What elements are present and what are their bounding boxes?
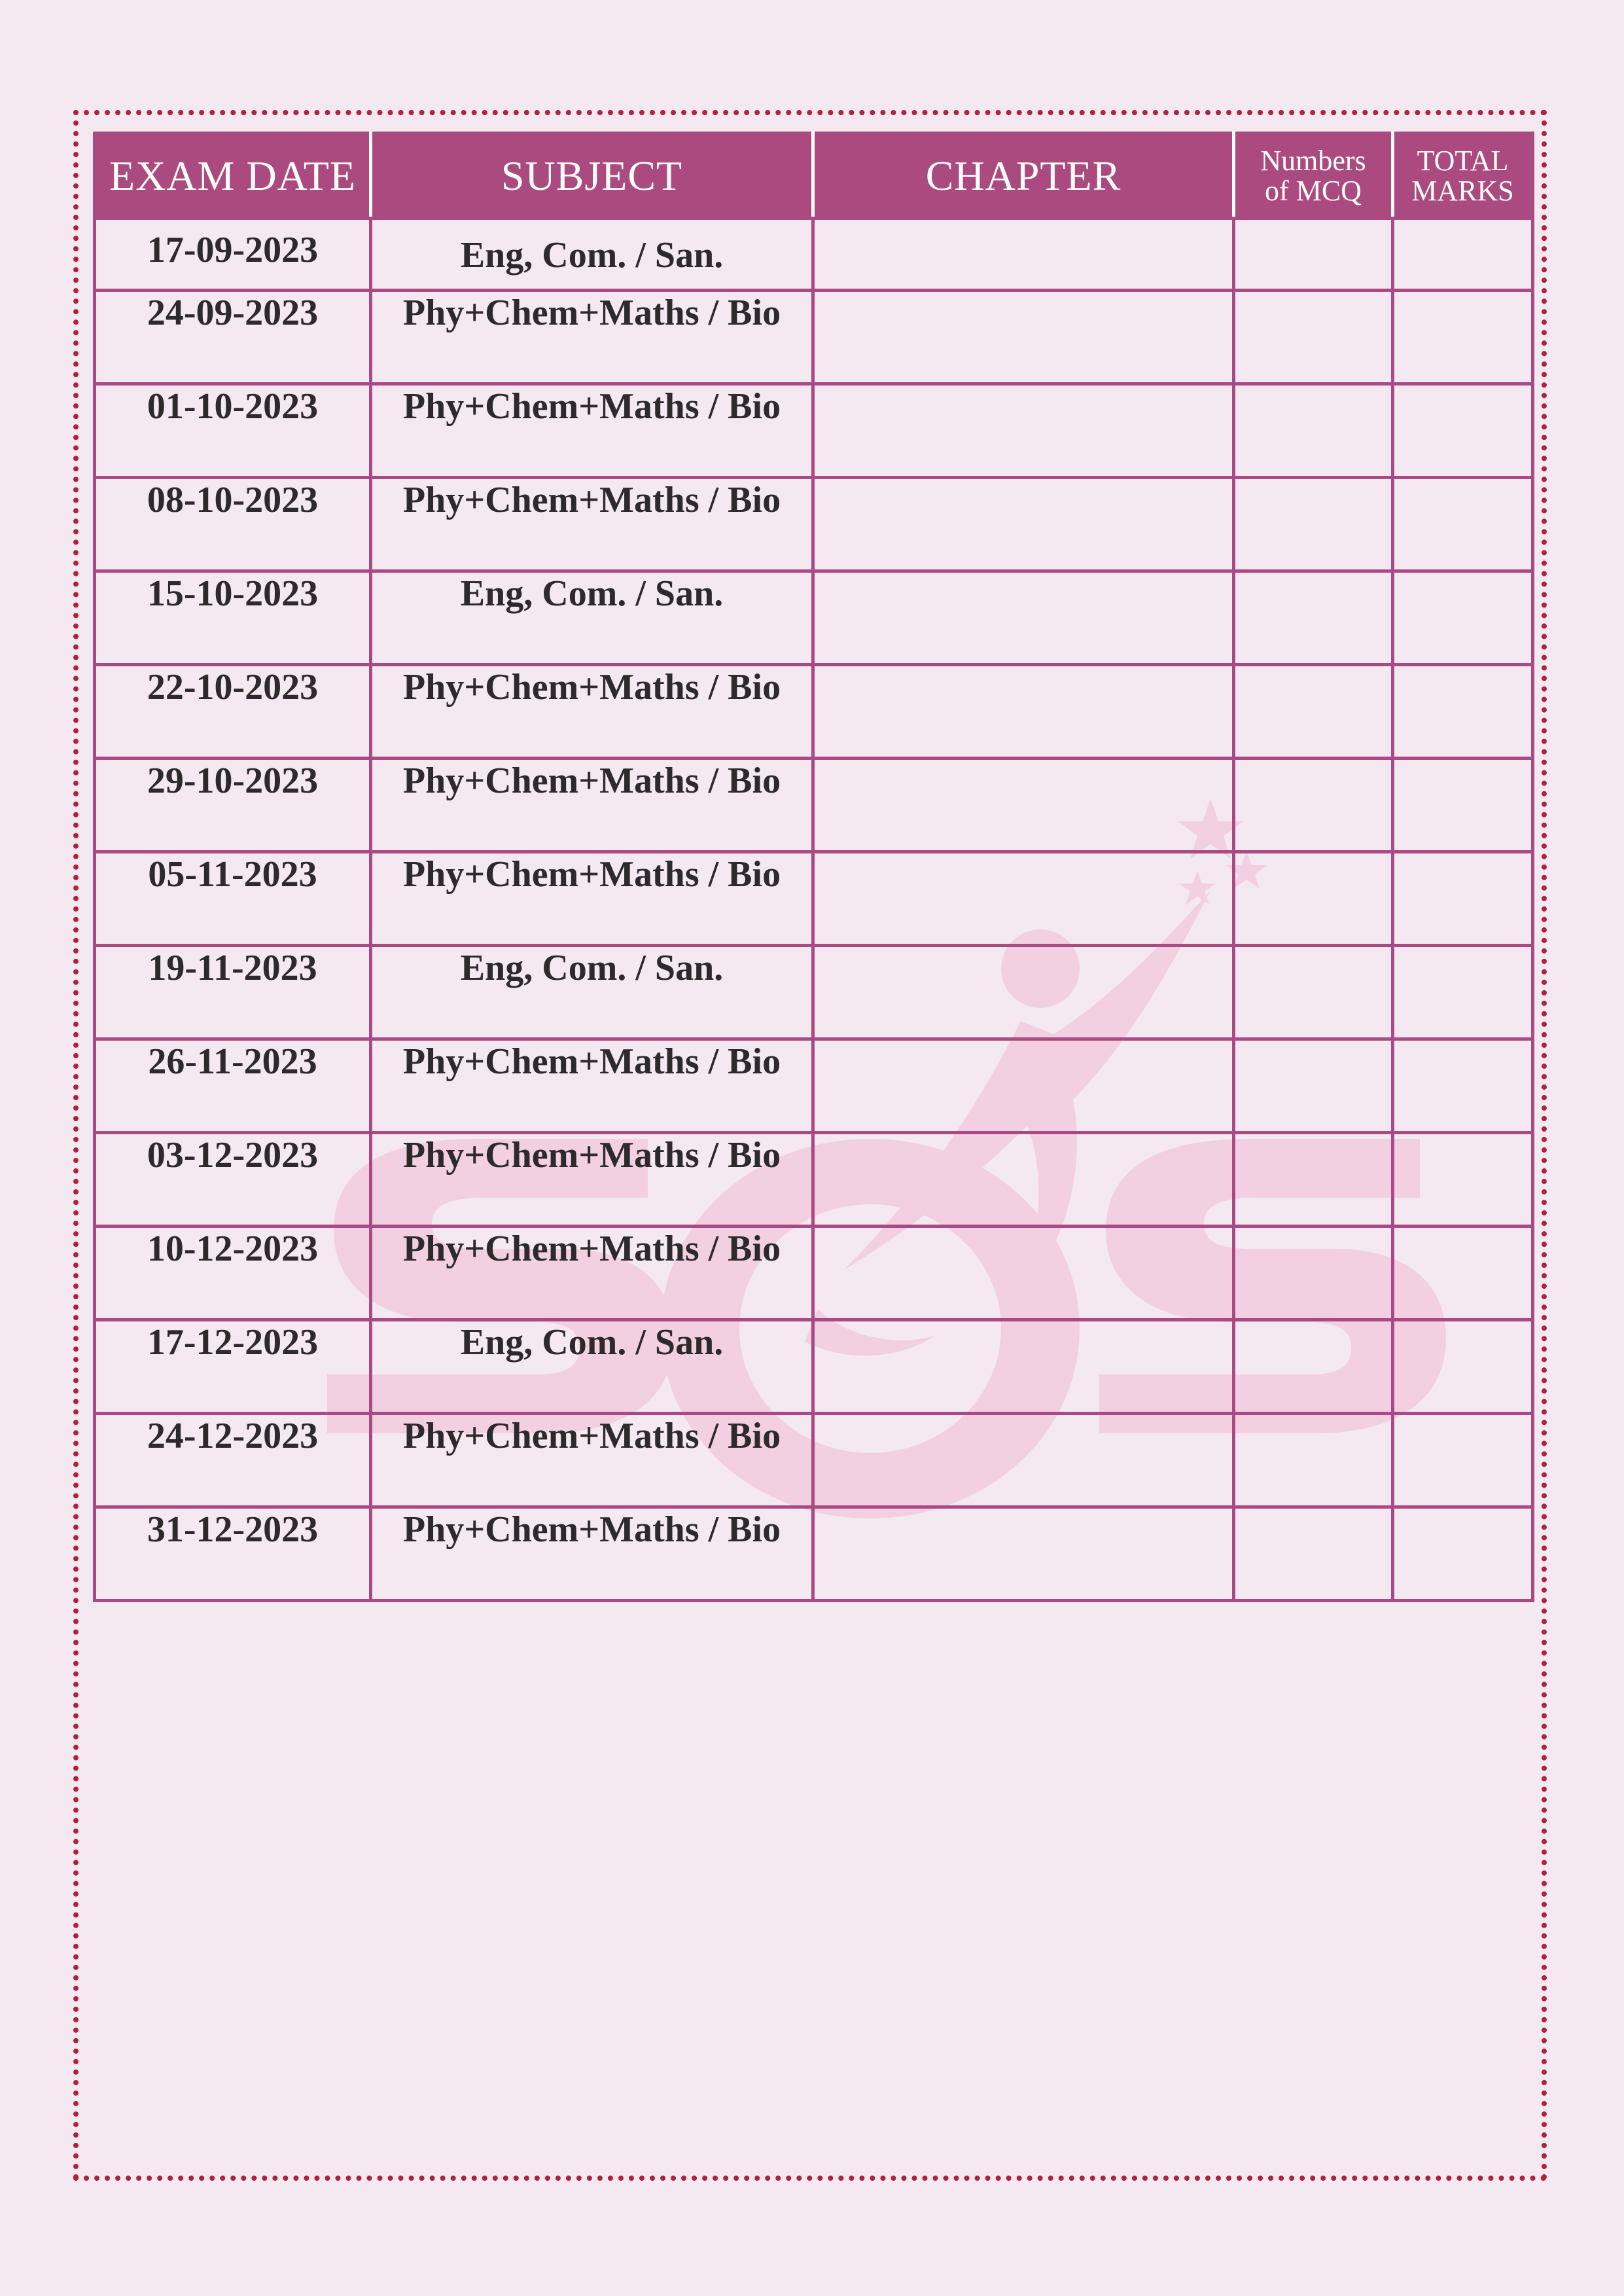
chapter-cell[interactable] <box>813 1414 1234 1507</box>
total-marks-cell[interactable] <box>1393 852 1533 946</box>
subject-cell: Phy+Chem+Maths / Bio <box>371 1227 813 1320</box>
mcq-count-cell[interactable] <box>1234 291 1393 384</box>
subject-cell: Phy+Chem+Maths / Bio <box>371 1039 813 1133</box>
table-row <box>95 219 1533 291</box>
total-marks-cell[interactable] <box>1393 1320 1533 1414</box>
table-row <box>95 1227 1533 1320</box>
subject-cell: Phy+Chem+Maths / Bio <box>371 852 813 946</box>
header-total-marks <box>1393 134 1533 219</box>
total-marks-cell[interactable] <box>1393 759 1533 852</box>
table-row <box>95 946 1533 1039</box>
total-marks-cell[interactable] <box>1393 1414 1533 1507</box>
exam-date-cell: 10-12-2023 <box>95 1227 371 1320</box>
exam-date-cell: 15-10-2023 <box>95 571 371 665</box>
table-row <box>95 759 1533 852</box>
chapter-cell[interactable] <box>813 1133 1234 1227</box>
chapter-cell[interactable] <box>813 384 1234 478</box>
mcq-count-cell[interactable] <box>1234 219 1393 291</box>
mcq-count-cell[interactable] <box>1234 946 1393 1039</box>
total-marks-cell[interactable] <box>1393 1227 1533 1320</box>
exam-date-cell: 17-09-2023 <box>95 219 371 291</box>
schedule-body <box>95 219 1533 1601</box>
chapter-cell[interactable] <box>813 665 1234 759</box>
mcq-count-cell[interactable] <box>1234 665 1393 759</box>
exam-date-cell: 24-12-2023 <box>95 1414 371 1507</box>
header-numbers-of-mcq-line1: Numbers <box>1260 144 1366 177</box>
exam-date-cell: 19-11-2023 <box>95 946 371 1039</box>
table-row <box>95 665 1533 759</box>
exam-date-cell: 22-10-2023 <box>95 665 371 759</box>
mcq-count-cell[interactable] <box>1234 1414 1393 1507</box>
exam-date-cell: 26-11-2023 <box>95 1039 371 1133</box>
total-marks-cell[interactable] <box>1393 665 1533 759</box>
mcq-count-cell[interactable] <box>1234 1133 1393 1227</box>
subject-cell: Eng, Com. / San. <box>371 219 813 291</box>
header-numbers-of-mcq-line2: of MCQ <box>1265 174 1362 207</box>
subject-cell: Eng, Com. / San. <box>371 571 813 665</box>
table-row <box>95 1414 1533 1507</box>
mcq-count-cell[interactable] <box>1234 1320 1393 1414</box>
exam-date-cell: 03-12-2023 <box>95 1133 371 1227</box>
table-row <box>95 1133 1533 1227</box>
total-marks-cell[interactable] <box>1393 946 1533 1039</box>
total-marks-cell[interactable] <box>1393 571 1533 665</box>
table-row <box>95 852 1533 946</box>
subject-cell: Eng, Com. / San. <box>371 1320 813 1414</box>
table-row <box>95 384 1533 478</box>
header-row <box>95 134 1533 219</box>
total-marks-cell[interactable] <box>1393 1133 1533 1227</box>
exam-date-cell: 05-11-2023 <box>95 852 371 946</box>
mcq-count-cell[interactable] <box>1234 759 1393 852</box>
header-numbers-of-mcq <box>1234 134 1393 219</box>
header-total-marks-line2: MARKS <box>1411 174 1514 207</box>
chapter-cell[interactable] <box>813 1507 1234 1601</box>
subject-cell: Phy+Chem+Maths / Bio <box>371 478 813 571</box>
exam-date-cell: 08-10-2023 <box>95 478 371 571</box>
total-marks-cell[interactable] <box>1393 1039 1533 1133</box>
mcq-count-cell[interactable] <box>1234 478 1393 571</box>
chapter-cell[interactable] <box>813 1039 1234 1133</box>
total-marks-cell[interactable] <box>1393 219 1533 291</box>
exam-date-cell: 29-10-2023 <box>95 759 371 852</box>
exam-date-cell: 17-12-2023 <box>95 1320 371 1414</box>
subject-cell: Eng, Com. / San. <box>371 946 813 1039</box>
mcq-count-cell[interactable] <box>1234 384 1393 478</box>
chapter-cell[interactable] <box>813 478 1234 571</box>
table-row <box>95 291 1533 384</box>
chapter-cell[interactable] <box>813 291 1234 384</box>
chapter-cell[interactable] <box>813 759 1234 852</box>
exam-date-cell: 24-09-2023 <box>95 291 371 384</box>
total-marks-cell[interactable] <box>1393 291 1533 384</box>
mcq-count-cell[interactable] <box>1234 1227 1393 1320</box>
exam-date-cell: 01-10-2023 <box>95 384 371 478</box>
mcq-count-cell[interactable] <box>1234 571 1393 665</box>
header-total-marks-line1: TOTAL <box>1417 144 1509 177</box>
total-marks-cell[interactable] <box>1393 384 1533 478</box>
chapter-cell[interactable] <box>813 219 1234 291</box>
chapter-cell[interactable] <box>813 571 1234 665</box>
subject-cell: Phy+Chem+Maths / Bio <box>371 1507 813 1601</box>
table-row <box>95 571 1533 665</box>
exam-date-cell: 31-12-2023 <box>95 1507 371 1601</box>
subject-cell: Phy+Chem+Maths / Bio <box>371 759 813 852</box>
table-row <box>95 1320 1533 1414</box>
subject-cell: Phy+Chem+Maths / Bio <box>371 665 813 759</box>
chapter-cell[interactable] <box>813 852 1234 946</box>
subject-cell: Phy+Chem+Maths / Bio <box>371 1133 813 1227</box>
table-row <box>95 1039 1533 1133</box>
header-chapter: CHAPTER <box>813 134 1234 219</box>
subject-cell: Phy+Chem+Maths / Bio <box>371 1414 813 1507</box>
mcq-count-cell[interactable] <box>1234 1507 1393 1601</box>
exam-schedule-table <box>93 132 1534 1602</box>
subject-cell: Phy+Chem+Maths / Bio <box>371 291 813 384</box>
subject-cell: Phy+Chem+Maths / Bio <box>371 384 813 478</box>
total-marks-cell[interactable] <box>1393 1507 1533 1601</box>
total-marks-cell[interactable] <box>1393 478 1533 571</box>
table-row <box>95 1507 1533 1601</box>
table-row <box>95 478 1533 571</box>
chapter-cell[interactable] <box>813 1320 1234 1414</box>
mcq-count-cell[interactable] <box>1234 852 1393 946</box>
mcq-count-cell[interactable] <box>1234 1039 1393 1133</box>
header-exam-date: EXAM DATE <box>95 134 371 219</box>
header-subject: SUBJECT <box>371 134 813 219</box>
chapter-cell[interactable] <box>813 946 1234 1039</box>
chapter-cell[interactable] <box>813 1227 1234 1320</box>
